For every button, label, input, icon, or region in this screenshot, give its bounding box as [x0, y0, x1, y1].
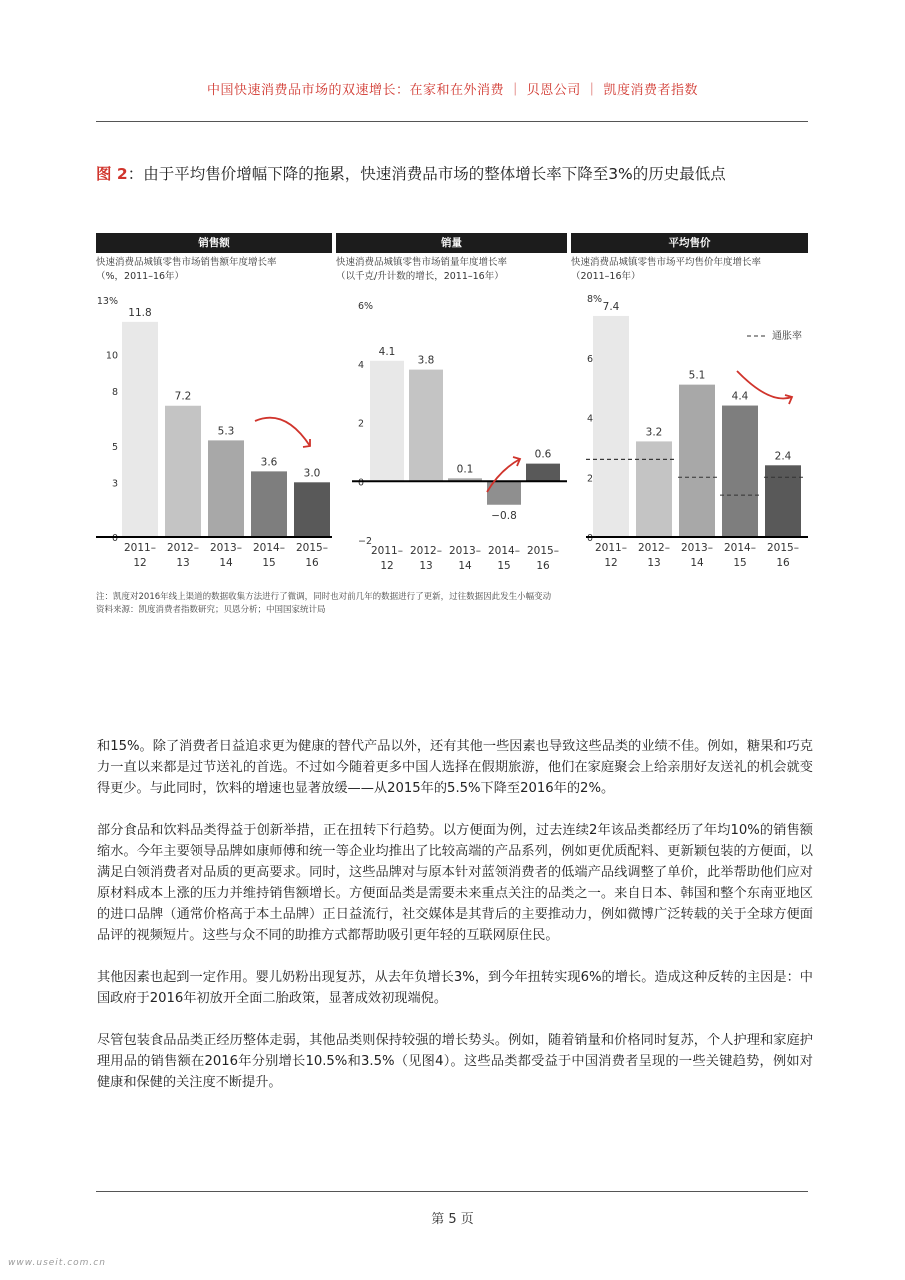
x-tick-label: 2014–	[253, 542, 285, 554]
legend-label: 通胀率	[772, 331, 802, 342]
y-tick-label: 6%	[358, 301, 374, 312]
figure-title	[96, 162, 726, 184]
x-tick-label: 2012–	[410, 545, 442, 557]
paragraph: 尽管包装食品品类正经历整体走弱，其他品类则保持较强的增长势头。例如，随着销量和价格同时复苏，个人护理和家庭护理用品的销售额在2016年分别增长10.5%和3.5%（见图4）。这些品类都受益于中国消费者呈现的一些关键趋势，例如对健康和保健的关注度不断提升。	[97, 1033, 813, 1090]
x-tick-label: 16	[536, 560, 550, 572]
figure-notes	[96, 591, 551, 617]
y-tick-label: 4	[587, 413, 594, 425]
panel-subtitle-sales: 快速消费品城镇零售市场销售额年度增长率 （%，2011–16年）	[96, 257, 277, 282]
y-tick-label: 2	[358, 418, 365, 430]
bar	[526, 464, 560, 482]
paragraph: 其他因素也起到一定作用。婴儿奶粉出现复苏，从去年负增长3%，到今年扭转实现6%的增长。造成这种反转的主因是：中国政府于2016年初放开全面二胎政策，显著成效初现端倪。	[97, 970, 813, 1006]
bar	[122, 322, 158, 537]
paragraph: 部分食品和饮料品类得益于创新举措，正在扭转下行趋势。以方便面为例，过去连续2年该品类都经历了年均10%的销售额缩水。今年主要领导品牌如康师傅和统一等企业均推出了比较高端的产品系列，例如更优质配料、更新颖包装的方便面，以满足白领消费者对品质的更高要求。同时，这些品牌对与原本针对蓝领消费者的低端产品线调整了单价，此举帮助他们应对原材料成本上涨的压力并维持销售额增长。方便面品类是需要未来重点关注的品类之一。来自日本、韩国和整个东南亚地区的进口品牌（通常价格高于本土品牌）正日益流行，社交媒体是其背后的主要推动力，例如微博广泛转载的关于全球方便面品评的视频短片。这些与众不同的助推方式都帮助吸引更年轻的互联网原住民。	[97, 823, 813, 943]
page-number: 第 5 页	[431, 1212, 474, 1227]
data-label: 3.8	[417, 354, 435, 367]
y-tick-label: 4	[358, 359, 365, 371]
header-rule	[96, 121, 808, 122]
data-label: 4.1	[378, 345, 396, 358]
footer-rule	[96, 1191, 808, 1192]
data-label: 3.2	[645, 426, 663, 439]
x-tick-label: 12	[604, 557, 618, 569]
x-tick-label: 2011–	[124, 542, 156, 554]
bar	[593, 316, 629, 537]
data-label: −0.8	[491, 509, 517, 522]
y-tick-label: 6	[587, 353, 594, 365]
data-label: 5.1	[688, 369, 706, 382]
y-tick-label: 0	[111, 533, 118, 544]
bar	[409, 370, 443, 482]
paragraph: 和15%。除了消费者日益追求更为健康的替代产品以外，还有其他一些因素也导致这些品类的业绩不佳。例如，糖果和巧克力一直以来都是过节送礼的首选。不过如今随着更多中国人选择在假期旅游，他们在家庭聚会上给亲朋好友送礼的机会就变得更少。与此同时，饮料的增速也显著放缓——从2015年的5.5%下降至2016年的2%。	[97, 739, 813, 796]
data-label: 0.1	[456, 463, 474, 476]
x-tick-label: 14	[458, 560, 472, 572]
bar-charts	[0, 290, 905, 580]
panel-title-volume: 销量	[336, 233, 567, 253]
bar	[679, 385, 715, 537]
x-tick-label: 2012–	[167, 542, 199, 554]
x-tick-label: 2013–	[449, 545, 481, 557]
x-tick-label: 2015–	[767, 542, 799, 554]
bar	[636, 441, 672, 537]
x-tick-label: 15	[262, 557, 276, 569]
data-label: 3.6	[260, 456, 278, 469]
y-tick-label: 13%	[96, 296, 118, 307]
panel-title-price: 平均售价	[571, 233, 808, 253]
x-tick-label: 16	[776, 557, 790, 569]
x-tick-label: 12	[133, 557, 147, 569]
y-tick-label: 3	[111, 478, 118, 490]
x-tick-label: 2013–	[681, 542, 713, 554]
y-tick-label: 10	[105, 350, 118, 362]
x-tick-label: 14	[690, 557, 704, 569]
x-tick-label: 2011–	[595, 542, 627, 554]
data-label: 0.6	[534, 448, 552, 461]
data-label: 2.4	[774, 450, 792, 463]
data-label: 7.2	[174, 390, 192, 403]
y-tick-label: −2	[358, 536, 373, 547]
panel-subtitle-volume: 快速消费品城镇零售市场销量年度增长率 （以千克/升计数的增长，2011–16年）	[336, 257, 508, 282]
y-tick-label: 2	[587, 473, 594, 485]
y-tick-label: 8%	[587, 294, 603, 305]
data-label: 7.4	[602, 300, 620, 313]
source-text: 资料来源：凯度消费者指数研究；贝恩分析；中国国家统计局	[96, 605, 326, 615]
bar	[370, 361, 404, 481]
x-tick-label: 2015–	[296, 542, 328, 554]
x-tick-label: 2014–	[724, 542, 756, 554]
x-tick-label: 2014–	[488, 545, 520, 557]
note-text: 注：凯度对2016年线上渠道的数据收集方法进行了微调，同时也对前几年的数据进行了更新，过往数据因此发生小幅变动	[96, 592, 552, 602]
article-body	[97, 736, 813, 1114]
x-tick-label: 14	[219, 557, 233, 569]
x-tick-label: 2012–	[638, 542, 670, 554]
trend-arrow-price-head	[785, 395, 792, 404]
data-label: 3.0	[303, 467, 321, 480]
y-tick-label: 0	[358, 477, 365, 489]
bar	[765, 465, 801, 537]
x-tick-label: 12	[380, 560, 394, 572]
data-label: 4.4	[731, 390, 749, 403]
x-tick-label: 13	[419, 560, 433, 572]
data-label: 11.8	[128, 306, 152, 319]
trend-arrow-sales	[255, 418, 310, 446]
x-tick-label: 15	[497, 560, 511, 572]
bar	[165, 406, 201, 537]
panel-title-sales: 销售额	[96, 233, 332, 253]
bar	[722, 406, 758, 537]
x-tick-label: 2013–	[210, 542, 242, 554]
running-header: 中国快速消费品市场的双速增长：在家和在外消费 ｜ 贝恩公司 ｜ 凯度消费者指数	[206, 83, 699, 98]
figure-caption: ：由于平均售价增幅下降的拖累，快速消费品市场的整体增长率下降至3%的历史最低点	[127, 165, 726, 183]
y-tick-label: 8	[111, 387, 118, 399]
bar	[251, 471, 287, 537]
figure-label: 图 2	[96, 165, 128, 183]
x-tick-label: 13	[647, 557, 661, 569]
watermark: www.useit.com.cn	[8, 1258, 106, 1268]
x-tick-label: 13	[176, 557, 190, 569]
y-tick-label: 5	[111, 441, 118, 453]
bar	[208, 440, 244, 537]
y-tick-label: 0	[587, 533, 594, 544]
panel-subtitle-price: 快速消费品城镇零售市场平均售价年度增长率 （2011–16年）	[571, 257, 762, 282]
bar	[294, 482, 330, 537]
x-tick-label: 15	[733, 557, 747, 569]
x-tick-label: 16	[305, 557, 319, 569]
x-tick-label: 2015–	[527, 545, 559, 557]
x-tick-label: 2011–	[371, 545, 403, 557]
data-label: 5.3	[217, 425, 235, 438]
